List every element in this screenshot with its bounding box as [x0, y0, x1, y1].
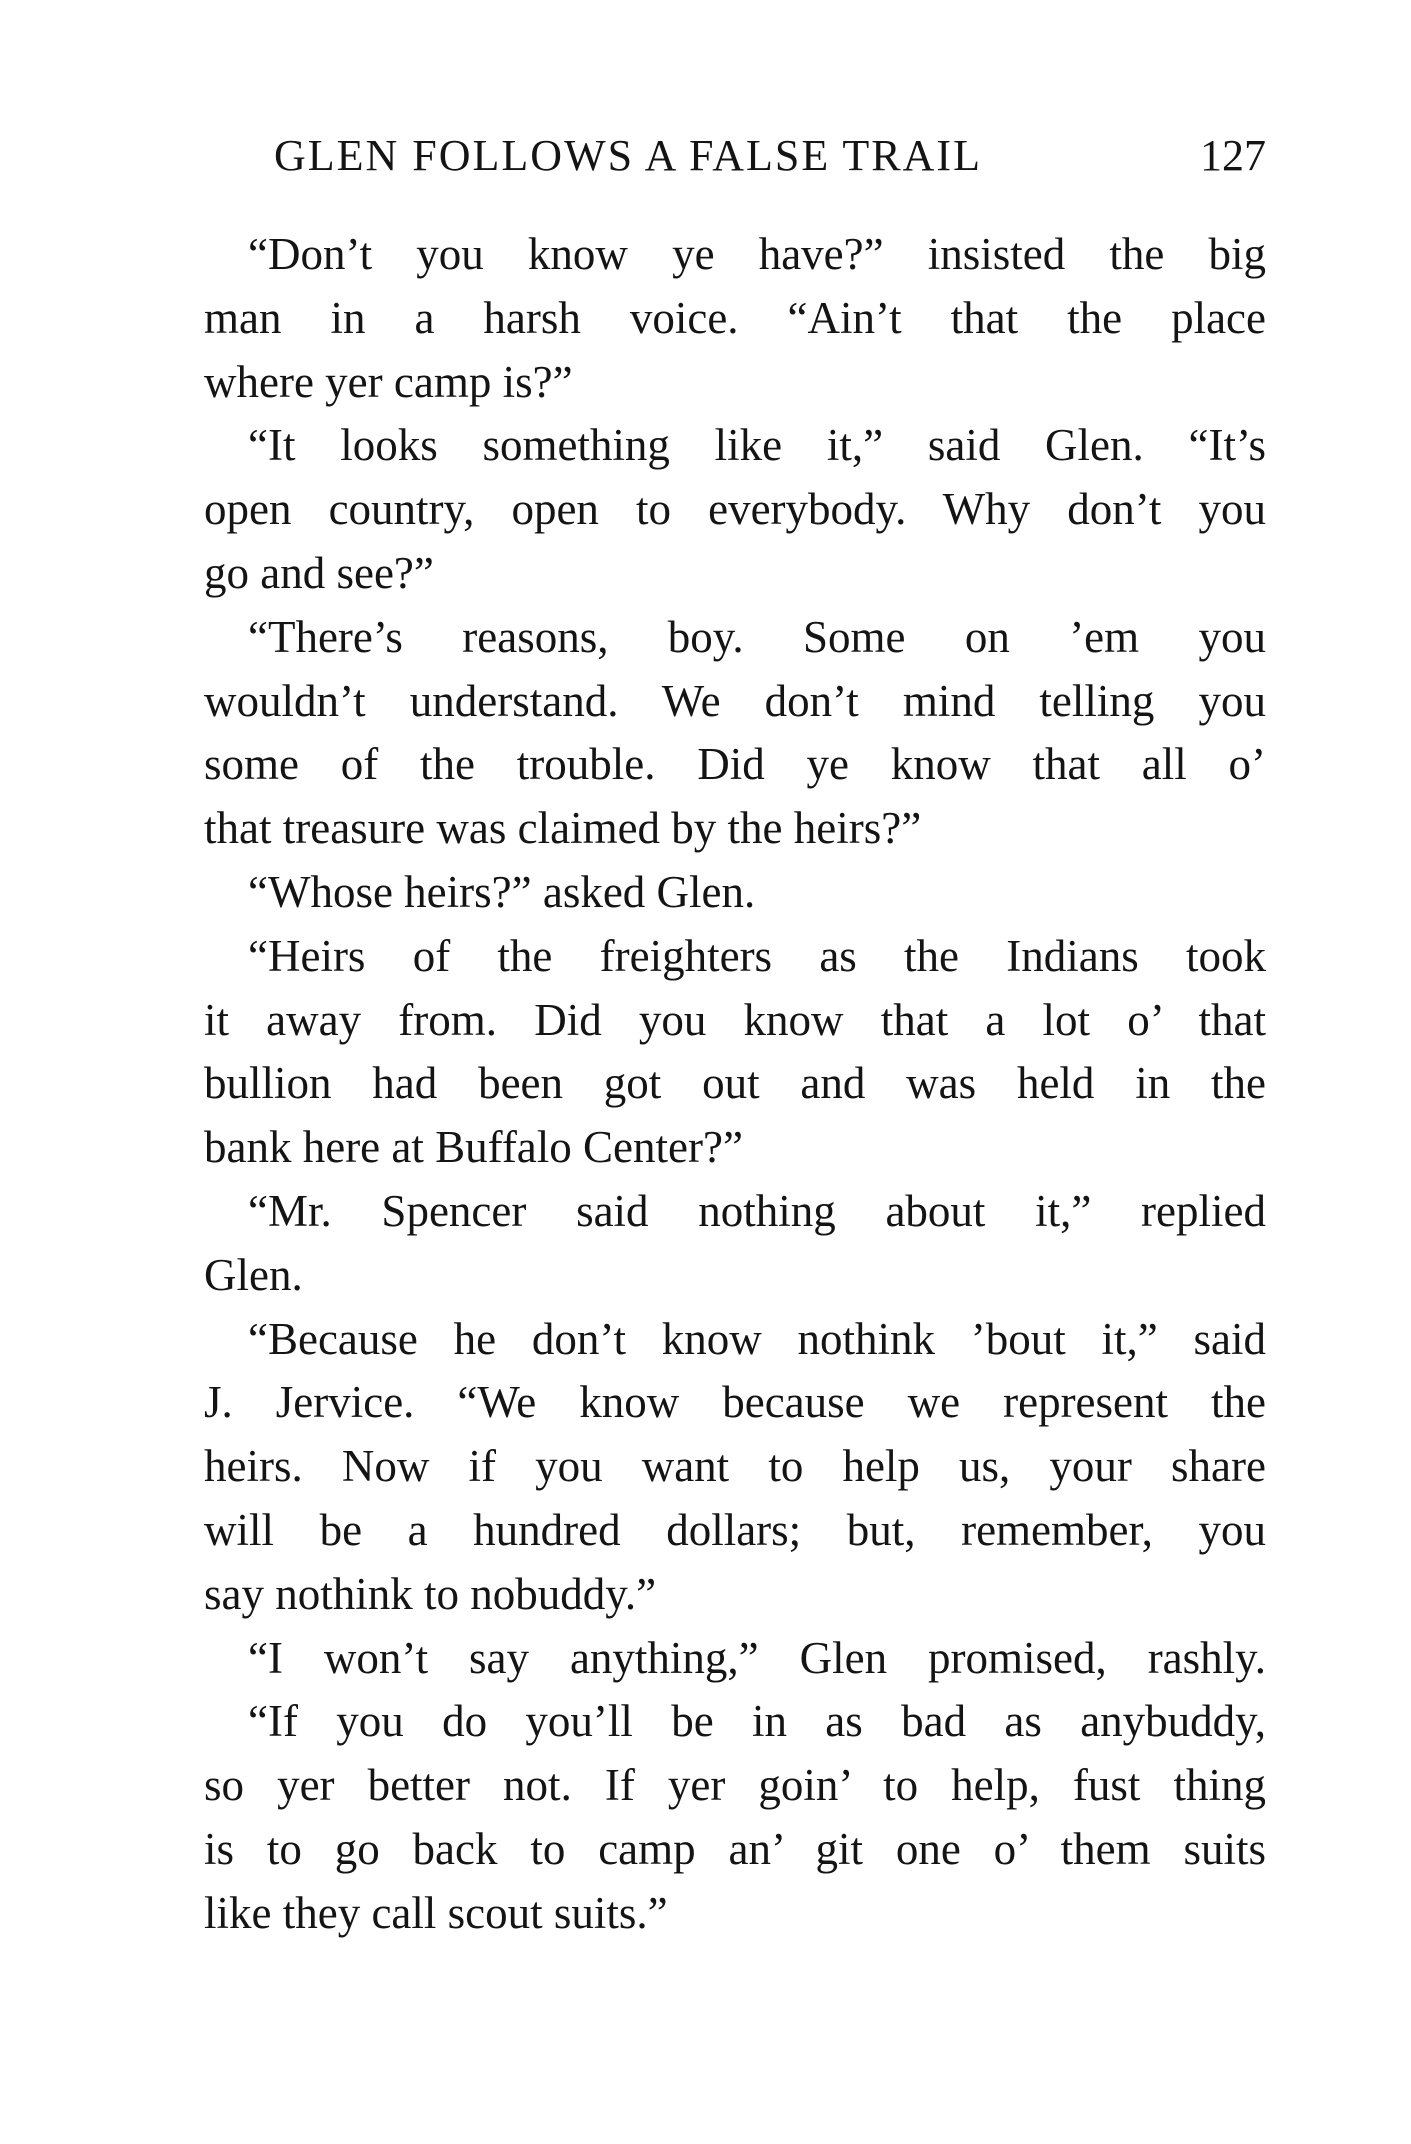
- text-line: heirs. Now if you want to help us, your share: [204, 1441, 1266, 1492]
- text-line: that treasure was claimed by the heirs?”: [204, 803, 922, 854]
- text-line: where yer camp is?”: [204, 356, 573, 407]
- text-line: “If you do you’ll be in as bad as anybuddy,: [248, 1696, 1266, 1747]
- text-line: J. Jervice. “We know because we represent the: [204, 1377, 1266, 1428]
- text-line: man in a harsh voice. “Ain’t that the place: [204, 292, 1266, 343]
- text-line: “Whose heirs?” asked Glen.: [248, 866, 756, 917]
- text-line: say nothink to nobuddy.”: [204, 1568, 657, 1619]
- text-line: bank here at Buffalo Center?”: [204, 1122, 743, 1173]
- text-line: “Don’t you know ye have?” insisted the big: [248, 229, 1266, 279]
- text-line: “Heirs of the freighters as the Indians took: [248, 930, 1266, 981]
- text-line: go and see?”: [204, 547, 434, 598]
- text-line: “I won’t say anything,” Glen promised, rashly.: [248, 1632, 1266, 1683]
- text-line: Glen.: [204, 1249, 303, 1300]
- text-line: will be a hundred dollars; but, remember, you: [204, 1504, 1266, 1555]
- text-line: “Mr. Spencer said nothing about it,” replied: [248, 1185, 1266, 1236]
- text-line: like they call scout suits.”: [204, 1887, 668, 1938]
- running-title: GLEN FOLLOWS A FALSE TRAIL: [274, 131, 982, 180]
- text-line: wouldn’t understand. We don’t mind telling you: [204, 675, 1266, 726]
- text-line: “It looks something like it,” said Glen. “It’s: [248, 420, 1266, 471]
- body-text: [204, 223, 1266, 1946]
- text-line: open country, open to everybody. Why don’t you: [204, 484, 1266, 535]
- text-line: so yer better not. If yer goin’ to help, fust thing: [204, 1760, 1266, 1811]
- text-line: is to go back to camp an’ git one o’ them suits: [204, 1823, 1266, 1874]
- text-line: it away from. Did you know that a lot o’ that: [204, 994, 1266, 1045]
- text-line: bullion had been got out and was held in the: [204, 1058, 1266, 1109]
- page-number: 127: [1200, 131, 1266, 180]
- text-line: “There’s reasons, boy. Some on ’em you: [248, 611, 1266, 662]
- running-header: [204, 126, 1266, 186]
- text-line: “Because he don’t know nothink ’bout it,” said: [248, 1313, 1266, 1364]
- text-line: some of the trouble. Did ye know that all o’: [204, 739, 1266, 790]
